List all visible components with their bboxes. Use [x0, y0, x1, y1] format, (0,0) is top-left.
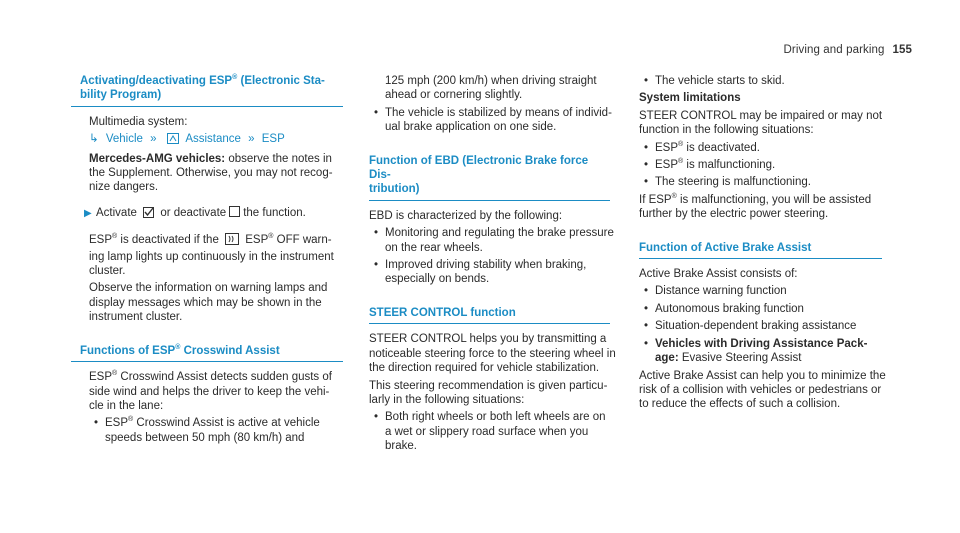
- list-item: • The steering is malfunctioning.: [639, 175, 891, 189]
- heading-esp: Activating/deactivating ESP® (Electronic Sta- bility Program): [71, 74, 343, 107]
- system-limitations-text: STEER CONTROL may be impaired or may not function in the following situations:: [639, 109, 883, 137]
- page-header: [784, 44, 912, 56]
- list-item: • Monitoring and regulating the brake pressure on the rear wheels.: [369, 226, 619, 255]
- system-limitations-title: System limitations: [639, 92, 741, 105]
- list-item: • Autonomous braking function: [639, 302, 891, 316]
- steer-control-text: STEER CONTROL helps you by transmitting a noticeable steering force to the steering wheel in the direction required for vehicle stabilization.: [369, 333, 616, 375]
- section-title: Driving and parking: [783, 44, 885, 56]
- crosswind-text: ESP® Crosswind Assist detects sudden gusts of side wind and helps the driver to keep the vehi- cle in the lane:: [89, 370, 332, 412]
- path-vehicle: Vehicle: [105, 133, 143, 146]
- observe-text: Observe the information on warning lamps and display messages which may be shown in the instrument cluster.: [89, 282, 328, 324]
- path-assistance: Assistance: [185, 133, 241, 146]
- multimedia-label: Multimedia system:: [89, 115, 188, 128]
- list-item: • The vehicle is stabilized by means of individ- ual brake application on one side.: [369, 106, 619, 135]
- double-chevron-icon: »: [150, 133, 157, 146]
- list-item: • Situation-dependent braking assistance: [639, 319, 891, 333]
- list-item: • Both right wheels or both left wheels are on a wet or slippery road surface when you brake.: [369, 410, 619, 453]
- assistance-icon: [167, 133, 179, 148]
- ebd-intro: EBD is characterized by the following:: [369, 209, 563, 222]
- heading-crosswind: Functions of ESP® Crosswind Assist: [71, 344, 343, 362]
- action-arrow-icon: ▶: [84, 207, 92, 219]
- amg-note: Mercedes-AMG vehicles: observe the notes in the Supplement. Otherwise, you may not recog- nize dangers.: [89, 152, 333, 194]
- steer-recommendation-text: This steering recommendation is given particu- larly in the following situations:: [369, 379, 608, 406]
- esp-deactivated-text: ESP® is deactivated if the ESP® OFF warn- ing lamp lights up continuously in the instrument cluster.: [89, 233, 334, 278]
- double-chevron-icon: »: [248, 133, 255, 146]
- column-1: [80, 74, 348, 448]
- aba-intro: Active Brake Assist consists of:: [639, 268, 798, 281]
- page-number: 155: [892, 44, 912, 56]
- activate-instruction: ▶ Activate or deactivate the function.: [80, 206, 348, 222]
- esp-off-warning-icon: [225, 233, 239, 249]
- list-item: • Distance warning function: [639, 284, 891, 298]
- column-3: [639, 74, 891, 415]
- aba-summary: Active Brake Assist can help you to minimize the risk of a collision with vehicles or pedestrians or to reduce the effects of such a collision.: [639, 369, 886, 411]
- speed-continued: 125 mph (200 km/h) when driving straight ahead or cornering slightly.: [385, 75, 597, 102]
- heading-ebd: Function of EBD (Electronic Brake force Dis- tribution): [369, 154, 610, 201]
- list-item: • ESP® is deactivated.: [639, 141, 891, 155]
- esp-malfunction-text: If ESP® is malfunctioning, you will be assisted further by the electric power steering.: [639, 193, 872, 221]
- column-2: [369, 74, 619, 457]
- list-item: • Vehicles with Driving Assistance Pack- age: Evasive Steering Assist: [639, 337, 891, 366]
- list-item: • ESP® is malfunctioning.: [639, 158, 891, 172]
- checked-box-icon: [143, 207, 154, 222]
- return-arrow-icon: ↳: [89, 133, 99, 146]
- menu-path: [80, 132, 348, 148]
- heading-steer-control: STEER CONTROL function: [369, 306, 610, 324]
- heading-active-brake-assist: Function of Active Brake Assist: [639, 241, 882, 259]
- empty-box-icon: [229, 206, 240, 217]
- list-item: • Improved driving stability when braking, especially on bends.: [369, 258, 619, 287]
- path-esp: ESP: [261, 133, 285, 146]
- list-item: • The vehicle starts to skid.: [639, 74, 891, 88]
- list-item: • ESP® Crosswind Assist is active at vehicle speeds between 50 mph (80 km/h) and: [89, 416, 348, 445]
